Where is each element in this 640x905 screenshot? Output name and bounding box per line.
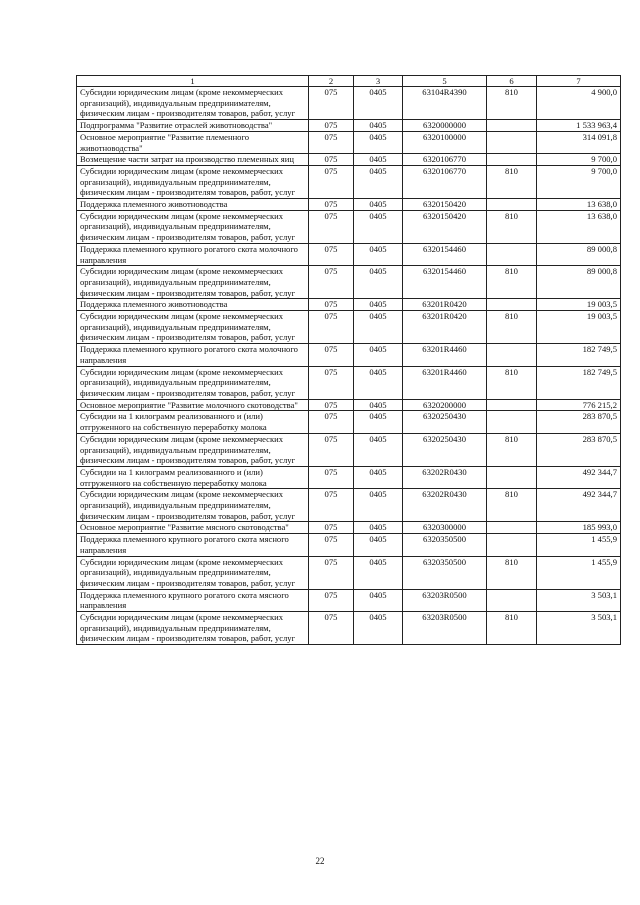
section-code-cell: 0405 bbox=[354, 87, 403, 120]
expense-type-code-cell: 810 bbox=[487, 210, 537, 243]
expense-type-code-cell bbox=[487, 131, 537, 153]
expense-type-code-cell: 810 bbox=[487, 433, 537, 466]
section-code-cell: 0405 bbox=[354, 165, 403, 198]
expense-type-code-cell: 810 bbox=[487, 489, 537, 522]
row-name-cell: Поддержка племенного крупного рогатого скота мясного направления bbox=[77, 589, 309, 611]
row-name-cell: Поддержка племенного крупного рогатого скота молочного направления bbox=[77, 243, 309, 265]
ministry-code-cell: 075 bbox=[309, 556, 354, 589]
expense-type-code-cell bbox=[487, 466, 537, 488]
amount-cell: 3 503,1 bbox=[537, 612, 621, 645]
target-article-code-cell: 6320350500 bbox=[403, 534, 487, 556]
ministry-code-cell: 075 bbox=[309, 344, 354, 366]
amount-cell: 182 749,5 bbox=[537, 344, 621, 366]
ministry-code-cell: 075 bbox=[309, 489, 354, 522]
row-name-cell: Субсидии юридическим лицам (кроме некоммерческих организаций), индивидуальным предпринимателям, физическим лицам - производителям товаров, работ, услуг bbox=[77, 165, 309, 198]
amount-cell: 9 700,0 bbox=[537, 165, 621, 198]
ministry-code-cell: 075 bbox=[309, 589, 354, 611]
table-row bbox=[77, 131, 621, 153]
ministry-code-cell: 075 bbox=[309, 433, 354, 466]
table-row bbox=[77, 199, 621, 211]
section-code-cell: 0405 bbox=[354, 266, 403, 299]
table-row bbox=[77, 243, 621, 265]
amount-cell: 1 455,9 bbox=[537, 534, 621, 556]
expense-type-code-cell bbox=[487, 243, 537, 265]
amount-cell: 1 455,9 bbox=[537, 556, 621, 589]
amount-cell: 89 000,8 bbox=[537, 266, 621, 299]
ministry-code-cell: 075 bbox=[309, 466, 354, 488]
column-number: 5 bbox=[403, 76, 487, 87]
section-code-cell: 0405 bbox=[354, 120, 403, 132]
section-code-cell: 0405 bbox=[354, 344, 403, 366]
target-article-code-cell: 6320106770 bbox=[403, 154, 487, 166]
row-name-cell: Поддержка племенного крупного рогатого скота молочного направления bbox=[77, 344, 309, 366]
expense-type-code-cell bbox=[487, 399, 537, 411]
ministry-code-cell: 075 bbox=[309, 120, 354, 132]
expense-type-code-cell: 810 bbox=[487, 612, 537, 645]
target-article-code-cell: 63201R4460 bbox=[403, 366, 487, 399]
amount-cell: 19 003,5 bbox=[537, 311, 621, 344]
target-article-code-cell: 6320250430 bbox=[403, 433, 487, 466]
target-article-code-cell: 6320154460 bbox=[403, 243, 487, 265]
row-name-cell: Субсидии юридическим лицам (кроме некоммерческих организаций), индивидуальным предпринимателям, физическим лицам - производителям товаров, работ, услуг bbox=[77, 489, 309, 522]
expense-type-code-cell: 810 bbox=[487, 366, 537, 399]
amount-cell: 182 749,5 bbox=[537, 366, 621, 399]
ministry-code-cell: 075 bbox=[309, 243, 354, 265]
row-name-cell: Поддержка племенного животноводства bbox=[77, 299, 309, 311]
amount-cell: 4 900,0 bbox=[537, 87, 621, 120]
table-row bbox=[77, 411, 621, 433]
expense-type-code-cell bbox=[487, 199, 537, 211]
expense-type-code-cell: 810 bbox=[487, 266, 537, 299]
amount-cell: 89 000,8 bbox=[537, 243, 621, 265]
section-code-cell: 0405 bbox=[354, 522, 403, 534]
table-row bbox=[77, 366, 621, 399]
target-article-code-cell: 6320000000 bbox=[403, 120, 487, 132]
target-article-code-cell: 6320300000 bbox=[403, 522, 487, 534]
table-row bbox=[77, 266, 621, 299]
section-code-cell: 0405 bbox=[354, 131, 403, 153]
row-name-cell: Подпрограмма "Развитие отраслей животноводства" bbox=[77, 120, 309, 132]
amount-cell: 283 870,5 bbox=[537, 433, 621, 466]
budget-table bbox=[76, 75, 621, 645]
expense-type-code-cell bbox=[487, 522, 537, 534]
ministry-code-cell: 075 bbox=[309, 411, 354, 433]
target-article-code-cell: 63202R0430 bbox=[403, 489, 487, 522]
table-row bbox=[77, 522, 621, 534]
section-code-cell: 0405 bbox=[354, 534, 403, 556]
target-article-code-cell: 6320350500 bbox=[403, 556, 487, 589]
row-name-cell: Субсидии юридическим лицам (кроме некоммерческих организаций), индивидуальным предпринимателям, физическим лицам - производителям товаров, работ, услуг bbox=[77, 433, 309, 466]
ministry-code-cell: 075 bbox=[309, 165, 354, 198]
table-row bbox=[77, 87, 621, 120]
expense-type-code-cell: 810 bbox=[487, 556, 537, 589]
table-row bbox=[77, 165, 621, 198]
target-article-code-cell: 63201R0420 bbox=[403, 299, 487, 311]
table-row bbox=[77, 344, 621, 366]
section-code-cell: 0405 bbox=[354, 366, 403, 399]
row-name-cell: Поддержка племенного животноводства bbox=[77, 199, 309, 211]
row-name-cell: Субсидии юридическим лицам (кроме некоммерческих организаций), индивидуальным предпринимателям, физическим лицам - производителям товаров, работ, услуг bbox=[77, 87, 309, 120]
section-code-cell: 0405 bbox=[354, 433, 403, 466]
target-article-code-cell: 6320100000 bbox=[403, 131, 487, 153]
column-number: 7 bbox=[537, 76, 621, 87]
row-name-cell: Возмещение части затрат на производство племенных яиц bbox=[77, 154, 309, 166]
row-name-cell: Субсидии юридическим лицам (кроме некоммерческих организаций), индивидуальным предпринимателям, физическим лицам - производителям товаров, работ, услуг bbox=[77, 612, 309, 645]
amount-cell: 776 215,2 bbox=[537, 399, 621, 411]
expense-type-code-cell: 810 bbox=[487, 311, 537, 344]
ministry-code-cell: 075 bbox=[309, 534, 354, 556]
amount-cell: 492 344,7 bbox=[537, 489, 621, 522]
row-name-cell: Субсидии юридическим лицам (кроме некоммерческих организаций), индивидуальным предпринимателям, физическим лицам - производителям товаров, работ, услуг bbox=[77, 266, 309, 299]
amount-cell: 19 003,5 bbox=[537, 299, 621, 311]
target-article-code-cell: 6320250430 bbox=[403, 411, 487, 433]
table-row bbox=[77, 534, 621, 556]
row-name-cell: Субсидии юридическим лицам (кроме некоммерческих организаций), индивидуальным предпринимателям, физическим лицам - производителям товаров, работ, услуг bbox=[77, 366, 309, 399]
table-row bbox=[77, 154, 621, 166]
row-name-cell: Субсидии на 1 килограмм реализованного и (или) отгруженного на собственную переработку молока bbox=[77, 411, 309, 433]
ministry-code-cell: 075 bbox=[309, 210, 354, 243]
ministry-code-cell: 075 bbox=[309, 366, 354, 399]
ministry-code-cell: 075 bbox=[309, 154, 354, 166]
section-code-cell: 0405 bbox=[354, 154, 403, 166]
section-code-cell: 0405 bbox=[354, 612, 403, 645]
amount-cell: 1 533 963,4 bbox=[537, 120, 621, 132]
row-name-cell: Субсидии юридическим лицам (кроме некоммерческих организаций), индивидуальным предпринимателям, физическим лицам - производителям товаров, работ, услуг bbox=[77, 210, 309, 243]
expense-type-code-cell: 810 bbox=[487, 87, 537, 120]
section-code-cell: 0405 bbox=[354, 399, 403, 411]
ministry-code-cell: 075 bbox=[309, 199, 354, 211]
table-row bbox=[77, 433, 621, 466]
ministry-code-cell: 075 bbox=[309, 399, 354, 411]
expense-type-code-cell bbox=[487, 411, 537, 433]
expense-type-code-cell bbox=[487, 589, 537, 611]
column-number: 1 bbox=[77, 76, 309, 87]
target-article-code-cell: 6320106770 bbox=[403, 165, 487, 198]
section-code-cell: 0405 bbox=[354, 556, 403, 589]
target-article-code-cell: 6320150420 bbox=[403, 199, 487, 211]
amount-cell: 13 638,0 bbox=[537, 199, 621, 211]
section-code-cell: 0405 bbox=[354, 466, 403, 488]
column-number: 3 bbox=[354, 76, 403, 87]
target-article-code-cell: 63203R0500 bbox=[403, 589, 487, 611]
target-article-code-cell: 63201R4460 bbox=[403, 344, 487, 366]
column-number-row bbox=[77, 76, 621, 87]
amount-cell: 13 638,0 bbox=[537, 210, 621, 243]
section-code-cell: 0405 bbox=[354, 210, 403, 243]
table-row bbox=[77, 466, 621, 488]
table-row bbox=[77, 120, 621, 132]
ministry-code-cell: 075 bbox=[309, 87, 354, 120]
target-article-code-cell: 63104R4390 bbox=[403, 87, 487, 120]
row-name-cell: Основное мероприятие "Развитие племенного животноводства" bbox=[77, 131, 309, 153]
section-code-cell: 0405 bbox=[354, 243, 403, 265]
expense-type-code-cell bbox=[487, 344, 537, 366]
section-code-cell: 0405 bbox=[354, 589, 403, 611]
amount-cell: 283 870,5 bbox=[537, 411, 621, 433]
expense-type-code-cell bbox=[487, 154, 537, 166]
ministry-code-cell: 075 bbox=[309, 612, 354, 645]
target-article-code-cell: 63203R0500 bbox=[403, 612, 487, 645]
amount-cell: 314 091,8 bbox=[537, 131, 621, 153]
row-name-cell: Субсидии юридическим лицам (кроме некоммерческих организаций), индивидуальным предпринимателям, физическим лицам - производителям товаров, работ, услуг bbox=[77, 311, 309, 344]
ministry-code-cell: 075 bbox=[309, 522, 354, 534]
target-article-code-cell: 6320150420 bbox=[403, 210, 487, 243]
table-row bbox=[77, 612, 621, 645]
amount-cell: 3 503,1 bbox=[537, 589, 621, 611]
table-row bbox=[77, 311, 621, 344]
ministry-code-cell: 075 bbox=[309, 311, 354, 344]
amount-cell: 185 993,0 bbox=[537, 522, 621, 534]
section-code-cell: 0405 bbox=[354, 489, 403, 522]
amount-cell: 492 344,7 bbox=[537, 466, 621, 488]
target-article-code-cell: 63202R0430 bbox=[403, 466, 487, 488]
expense-type-code-cell: 810 bbox=[487, 165, 537, 198]
expense-type-code-cell bbox=[487, 120, 537, 132]
amount-cell: 9 700,0 bbox=[537, 154, 621, 166]
row-name-cell: Основное мероприятие "Развитие мясного скотоводства" bbox=[77, 522, 309, 534]
ministry-code-cell: 075 bbox=[309, 131, 354, 153]
table-row bbox=[77, 210, 621, 243]
section-code-cell: 0405 bbox=[354, 411, 403, 433]
table-row bbox=[77, 399, 621, 411]
row-name-cell: Субсидии на 1 килограмм реализованного и (или) отгруженного на собственную переработку молока bbox=[77, 466, 309, 488]
page-number: 22 bbox=[315, 856, 325, 866]
expense-type-code-cell bbox=[487, 534, 537, 556]
column-number: 2 bbox=[309, 76, 354, 87]
expense-type-code-cell bbox=[487, 299, 537, 311]
ministry-code-cell: 075 bbox=[309, 299, 354, 311]
row-name-cell: Субсидии юридическим лицам (кроме некоммерческих организаций), индивидуальным предпринимателям, физическим лицам - производителям товаров, работ, услуг bbox=[77, 556, 309, 589]
target-article-code-cell: 63201R0420 bbox=[403, 311, 487, 344]
section-code-cell: 0405 bbox=[354, 311, 403, 344]
table-row bbox=[77, 299, 621, 311]
target-article-code-cell: 6320154460 bbox=[403, 266, 487, 299]
ministry-code-cell: 075 bbox=[309, 266, 354, 299]
row-name-cell: Поддержка племенного крупного рогатого скота мясного направления bbox=[77, 534, 309, 556]
section-code-cell: 0405 bbox=[354, 199, 403, 211]
table-row bbox=[77, 489, 621, 522]
column-number: 6 bbox=[487, 76, 537, 87]
target-article-code-cell: 6320200000 bbox=[403, 399, 487, 411]
row-name-cell: Основное мероприятие "Развитие молочного скотоводства" bbox=[77, 399, 309, 411]
section-code-cell: 0405 bbox=[354, 299, 403, 311]
table-row bbox=[77, 589, 621, 611]
table-row bbox=[77, 556, 621, 589]
